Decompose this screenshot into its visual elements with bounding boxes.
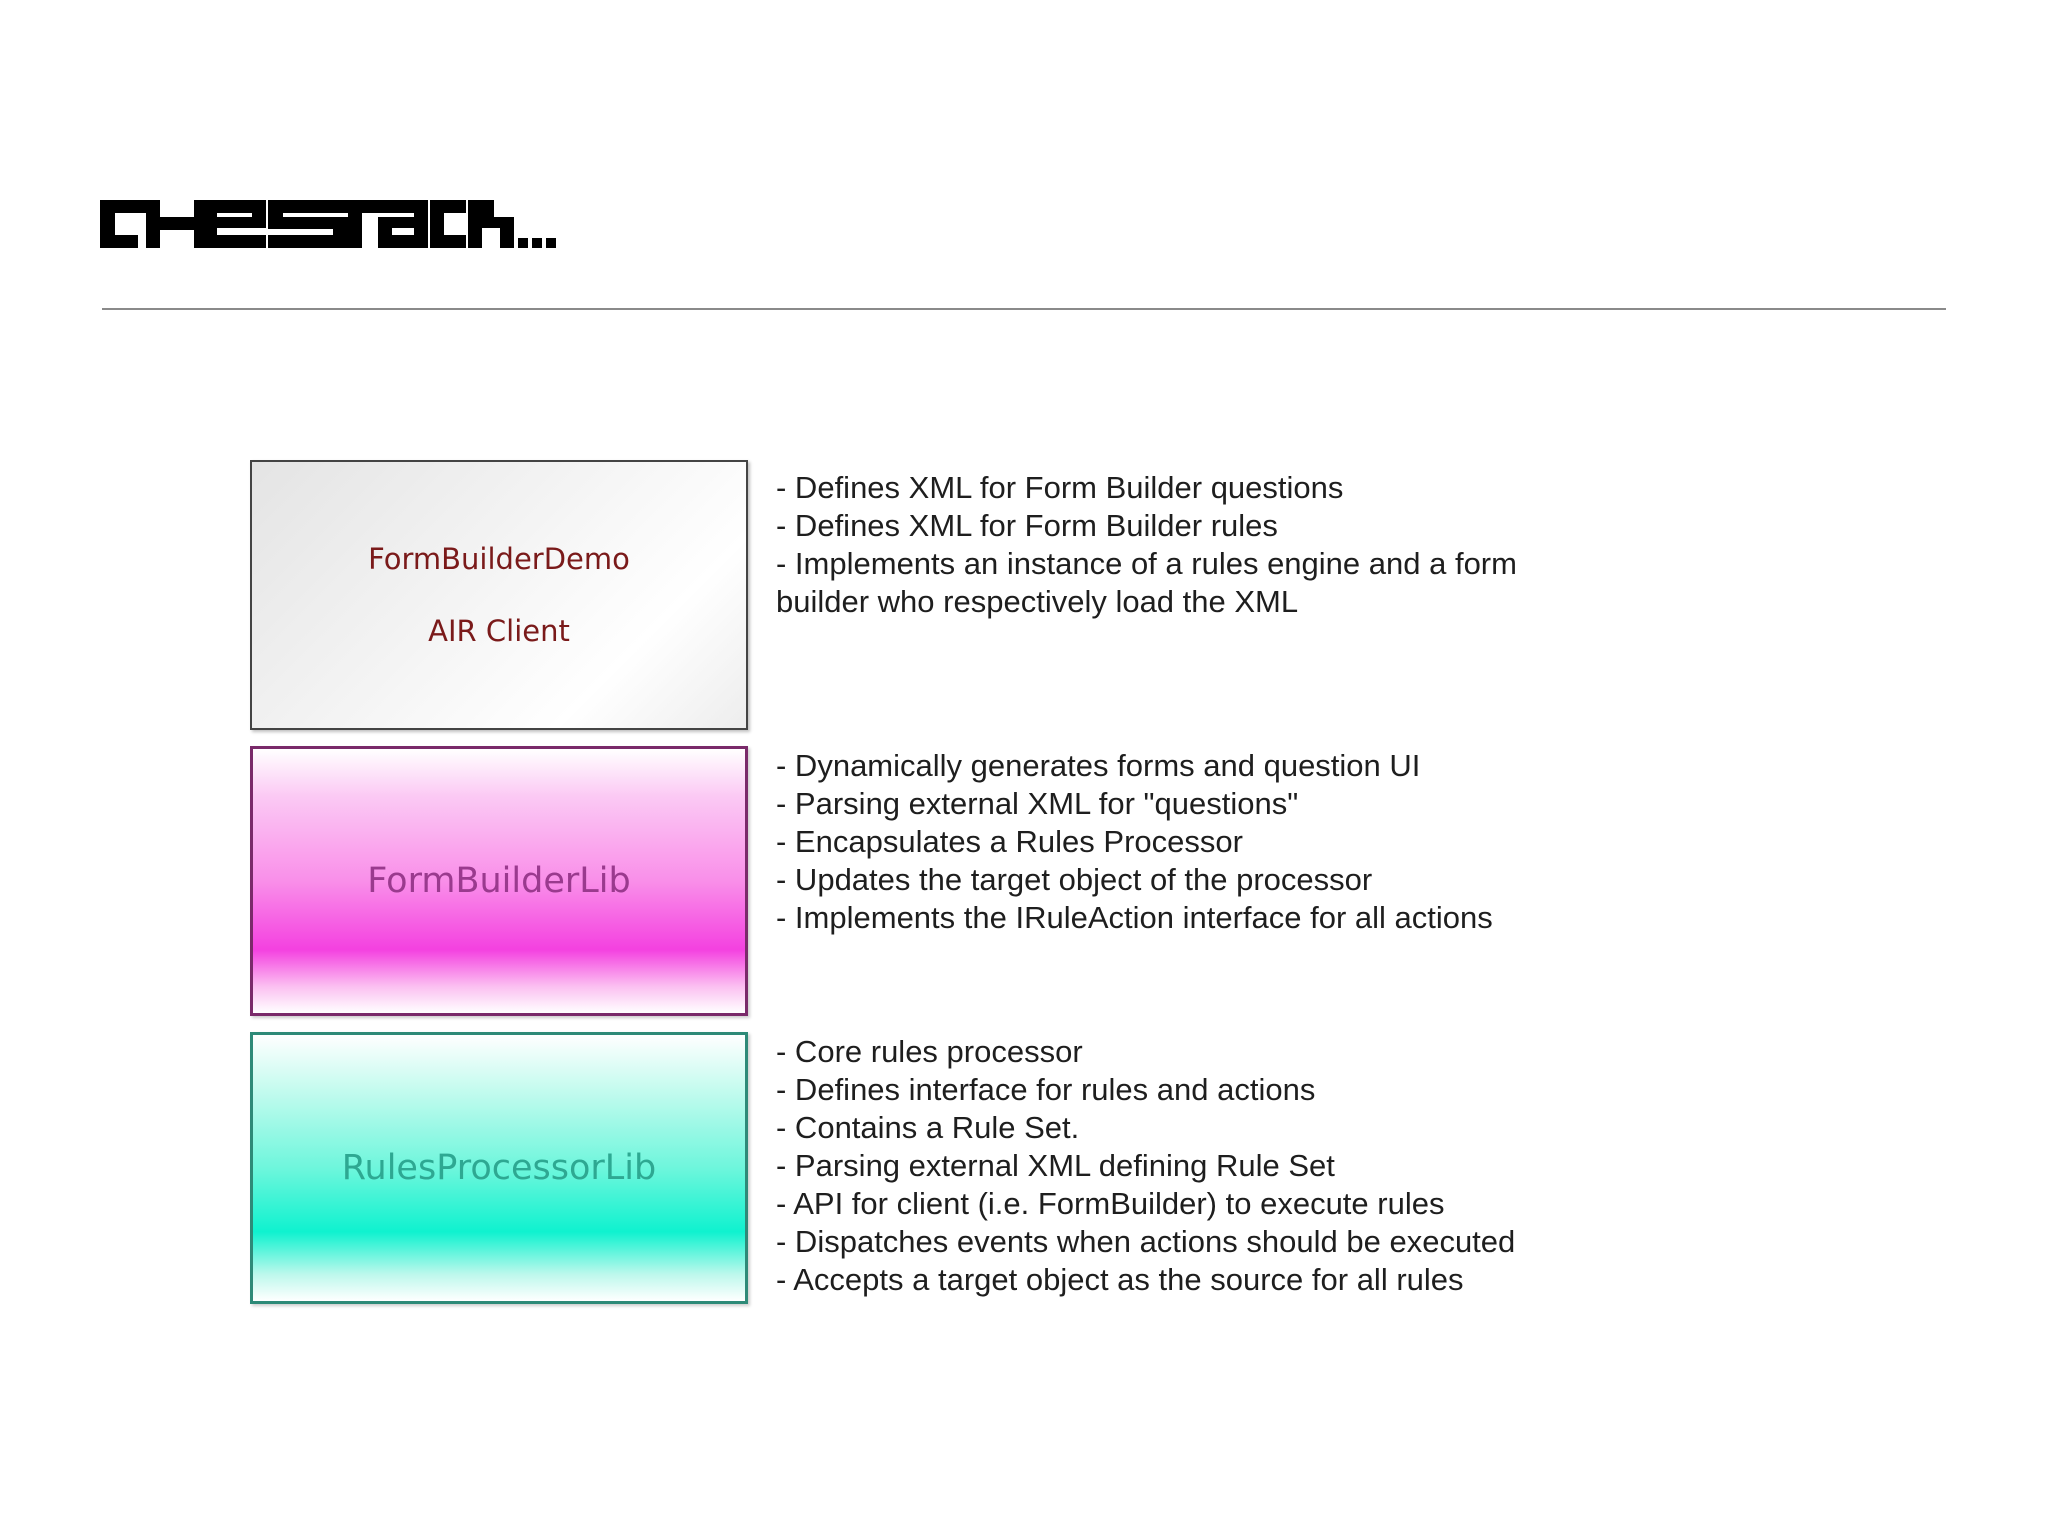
layer-description-formbuilderlib — [776, 747, 1606, 937]
layer-box-formbuilderdemo — [250, 460, 748, 730]
layer-box-sublabel: AIR Client — [428, 614, 570, 648]
description-item: - API for client (i.e. FormBuilder) to execute rules — [776, 1186, 1445, 1221]
description-item: - Dispatches events when actions should be executed — [776, 1224, 1516, 1259]
description-item: - Parsing external XML defining Rule Set — [776, 1148, 1335, 1183]
description-item: - Implements an instance of a rules engine and a form builder who respectively load the XML — [776, 546, 1517, 619]
layer-box-label: FormBuilderDemo — [368, 542, 630, 576]
description-item: - Updates the target object of the processor — [776, 862, 1373, 897]
description-item: - Core rules processor — [776, 1034, 1083, 1069]
layer-box-label: RulesProcessorLib — [341, 1148, 657, 1188]
layer-box-formbuilderlib — [250, 746, 748, 1016]
slide-title-logo — [98, 182, 558, 262]
description-item: - Defines XML for Form Builder questions — [776, 470, 1344, 505]
title-divider — [102, 308, 1946, 310]
layer-box-rulesprocessorlib — [250, 1032, 748, 1304]
description-item: - Defines interface for rules and actions — [776, 1072, 1316, 1107]
layer-description-formbuilderdemo — [776, 469, 1606, 621]
description-item: - Defines XML for Form Builder rules — [776, 508, 1278, 543]
description-item: - Accepts a target object as the source for all rules — [776, 1262, 1464, 1297]
description-item: - Parsing external XML for "questions" — [776, 786, 1299, 821]
layer-box-label: FormBuilderLib — [367, 861, 631, 901]
layer-description-rulesprocessorlib — [776, 1033, 1606, 1299]
description-item: - Contains a Rule Set. — [776, 1110, 1080, 1145]
description-item: - Dynamically generates forms and question UI — [776, 748, 1421, 783]
description-item: - Encapsulates a Rules Processor — [776, 824, 1243, 859]
description-item: - Implements the IRuleAction interface for all actions — [776, 900, 1493, 935]
